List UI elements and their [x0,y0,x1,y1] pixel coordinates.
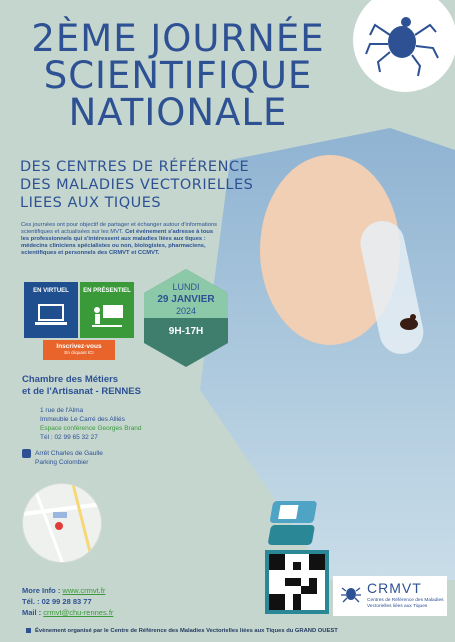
presenter-icon [89,302,125,330]
venue-phone: Tél : 02 99 65 32 27 [40,434,98,441]
qr-code[interactable] [265,550,329,614]
bullet-icon [26,628,31,633]
transit-stop: Arrêt Charles de Gaulle [35,450,103,457]
laptop-icon [34,302,68,328]
event-year: 2024 [175,306,197,316]
title-line-1: 2ÈME JOURNÉE [31,17,325,60]
footer [0,622,455,642]
event-hours: 9H-17H [168,326,204,337]
map-pin-icon [55,522,63,530]
intro-p1: Ces journées ont pour objectif de partager et échanger autour d'informations scientifiques et actualisées sur les MVT. [21,222,218,235]
subtitle-line-3: LIEES AUX TIQUES [20,195,162,211]
event-date: 29 JANVIER [157,294,215,305]
intro-p3: médecins cliniciens spécialistes ou non, biologistes, pharmaciens, scientifiques et personnels des CRMVT et CCMVT. [21,243,206,256]
venue-name [22,374,192,398]
subtitle [20,158,300,212]
location-map[interactable] [22,483,102,563]
bus-icon [22,449,31,458]
date-block [143,268,229,368]
venue-line-1: Chambre des Métiers [22,374,119,385]
title-line-3: NATIONALE [68,91,288,134]
intro-p2: Cet événement s'adresse à tous les professionnels qui s'intéressent aux maladies liées aux tiques : [21,229,214,242]
page-title [18,17,338,134]
title-line-2: SCIENTIFIQUE [43,54,313,97]
qr-code-icon [269,554,325,610]
event-day: LUNDI [172,282,200,292]
intro-text [21,222,221,257]
transit-info [22,449,202,467]
address-line-1: 1 rue de l'Alma [40,407,84,414]
tick-logo-icon [340,582,362,604]
website-link[interactable]: www.crmvt.fr [62,586,106,595]
address-line-2: Immeuble Le Carré des Alliés [40,416,125,423]
logo-name: CRMVT [367,580,422,596]
in-person-badge [80,282,134,338]
phone-qr-scan-icon [268,497,324,547]
email-link[interactable]: crmvt@chu-rennes.fr [43,608,114,617]
footer-text: Évènement organisé par le Centre de Référence des Maladies Vectorielles liées aux Tiques du GRAND OUEST [35,628,338,635]
subtitle-line-2: DES MALADIES VECTORIELLES [20,177,254,193]
register-button[interactable] [43,340,115,360]
logo-subtitle: Centres de Référence des Maladies Vectorielles liées aux Tiques [367,598,444,609]
info-label: More Info : [22,586,63,595]
transit-parking: Parking Colombier [35,459,89,466]
address-line-3: Espace conférence Georges Brand [40,425,142,432]
subtitle-line-1: DES CENTRES DE RÉFÉRENCE [20,159,250,175]
venue-line-2: et de l'Artisanat - RENNES [22,386,141,397]
virtual-label: EN VIRTUEL [33,288,69,294]
virtual-badge [24,282,78,338]
contact-info [22,585,192,618]
register-label: Inscrivez-vous [56,343,102,350]
register-hint: En cliquant ICI [64,350,94,355]
parking-icon [22,458,31,467]
attendance-badges [24,282,136,340]
map-graphic [23,484,102,563]
venue-address [40,406,220,442]
mail-label: Mail : [22,608,44,617]
contact-phone: Tél. : 02 99 28 83 77 [22,597,92,606]
in-person-label: EN PRÉSENTIEL [83,288,131,294]
